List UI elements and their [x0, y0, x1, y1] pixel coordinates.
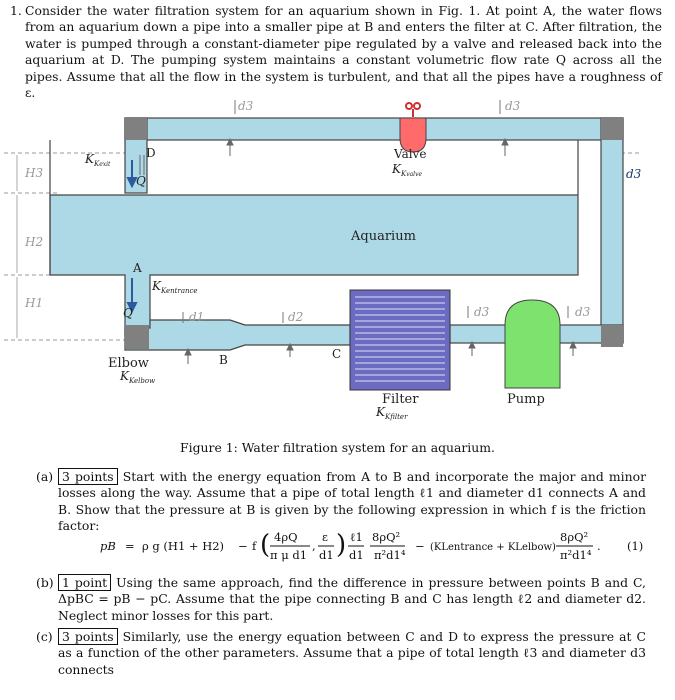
part-b	[36, 575, 646, 624]
label-elbow: Elbow	[108, 356, 149, 371]
pipe-a-to-c	[125, 320, 350, 350]
label-filter: Filter	[382, 392, 419, 407]
filter-lines	[355, 297, 445, 381]
label-d3-top-left: d3	[238, 99, 254, 113]
part-c-text: Similarly, use the energy equation between C and D to express the pressure at C as a function of the other parameters. Assume that a pipe of total length ℓ3 and diameter d3 connects	[58, 629, 646, 677]
eq-equals: =	[125, 539, 135, 553]
corner-bottom-right	[601, 325, 623, 347]
label-aquarium: Aquarium	[351, 229, 416, 244]
valve-handle-icon	[406, 103, 420, 117]
corner-top-left	[125, 118, 147, 140]
eq-den3: d1	[349, 548, 364, 562]
part-c	[36, 629, 646, 678]
eq-minus-2: −	[415, 539, 425, 553]
label-valve: Valve	[394, 147, 427, 161]
eq-number: (1)	[627, 539, 644, 553]
label-b-point: B	[219, 353, 228, 367]
part-c-body	[58, 629, 646, 678]
label-pump: Pump	[507, 392, 545, 407]
label-h3: H3	[25, 166, 44, 180]
label-k-valve: $K_Kvalve$	[392, 162, 423, 178]
eq-rho-g: ρ g (H1 + H2)	[142, 539, 225, 553]
label-k-exit: $K_Kexit$	[85, 152, 111, 168]
part-a-body	[58, 469, 646, 535]
part-c-points: 3 points	[58, 628, 118, 645]
eq-num3: ℓ1	[350, 530, 363, 544]
eq-den1: π μ d1	[270, 548, 308, 562]
eq-den2: d1	[319, 548, 334, 562]
part-b-text: Using the same approach, find the difference in pressure between points B and C, ΔpBC = pB − pC. Assume that the pipe connecting B and C has length ℓ2 and diameter d2. Neglect minor losses for this part.	[58, 575, 646, 623]
label-d3-top-right: d3	[505, 99, 521, 113]
eq-num2: ε	[322, 530, 328, 544]
label-k-entrance: $K_Kentrance$	[152, 279, 198, 295]
eq-comma: ,	[312, 539, 316, 553]
part-b-label: (b)	[36, 575, 54, 590]
svg-text:(: (	[260, 530, 271, 560]
part-a	[36, 469, 646, 535]
problem-statement	[10, 3, 662, 101]
figure-caption: Figure 1: Water filtration system for an aquarium.	[180, 440, 495, 455]
problem-intro: Consider the water filtration system for an aquarium shown in Fig. 1. At point A, the water flows from an aquarium down a pipe into a smaller pipe at B and enters the filter at C. After filtration, the water is pumped through a constant-diameter pipe regulated by a valve and released back into the aquarium at D. The pumping system maintains a constant volumetric flow rate Q across all the pipes. Assume that all the flow in the system is turbulent, and that all the pipes have a roughness of ε.	[25, 3, 662, 101]
equation-svg	[100, 526, 660, 566]
svg-text:): )	[336, 530, 347, 560]
pump-shape	[505, 300, 560, 388]
eq-dot: .	[597, 539, 601, 553]
return-pipe-right	[601, 118, 623, 343]
corner-elbow	[125, 325, 149, 349]
eq-den5: π²d1⁴	[560, 548, 592, 562]
label-a-point: A	[133, 261, 142, 275]
problem-number: 1.	[10, 3, 22, 18]
label-k-elbow: $K_Kelbow$	[120, 369, 156, 385]
label-d3-pump-right: d3	[575, 305, 591, 319]
eq-num5: 8ρQ²	[560, 530, 589, 544]
label-h2: H2	[25, 235, 44, 249]
return-pipe-top	[125, 118, 623, 140]
label-d-point: D	[146, 146, 156, 160]
eq-f: f	[252, 539, 257, 553]
part-a-text: Start with the energy equation from A to B and incorporate the major and minor losses along the way. Assume that a pipe of total length ℓ1 and diameter d1 connects A and B. Show that the pressure at B is given by the following expression in which f is the friction factor:	[58, 469, 646, 534]
label-d2: d2	[288, 310, 304, 324]
part-c-label: (c)	[36, 629, 53, 644]
part-b-body	[58, 575, 646, 624]
equation-1	[100, 526, 660, 566]
label-d3-pump-left: d3	[474, 305, 490, 319]
label-k-filter: $K_Kfilter$	[376, 405, 408, 421]
eq-den4: π²d1⁴	[374, 548, 406, 562]
eq-num4: 8ρQ²	[372, 530, 401, 544]
label-q-top: Q	[136, 174, 146, 188]
eq-num1: 4ρQ	[274, 530, 298, 544]
label-d3-right: d3	[626, 167, 642, 181]
label-d1: d1	[189, 310, 205, 324]
label-h1: H1	[25, 296, 44, 310]
corner-top-right	[601, 118, 623, 140]
part-a-label: (a)	[36, 469, 54, 484]
part-b-points: 1 point	[58, 574, 111, 591]
part-a-points: 3 points	[58, 468, 118, 485]
label-q-bottom: Q	[123, 306, 133, 320]
label-c-point: C	[332, 347, 342, 361]
eq-k-sum: (KLentrance + KLelbow)	[430, 542, 556, 553]
eq-minus: −	[238, 539, 248, 553]
eq-lhs: pB	[100, 539, 116, 553]
water-filtration-diagram	[0, 92, 675, 430]
